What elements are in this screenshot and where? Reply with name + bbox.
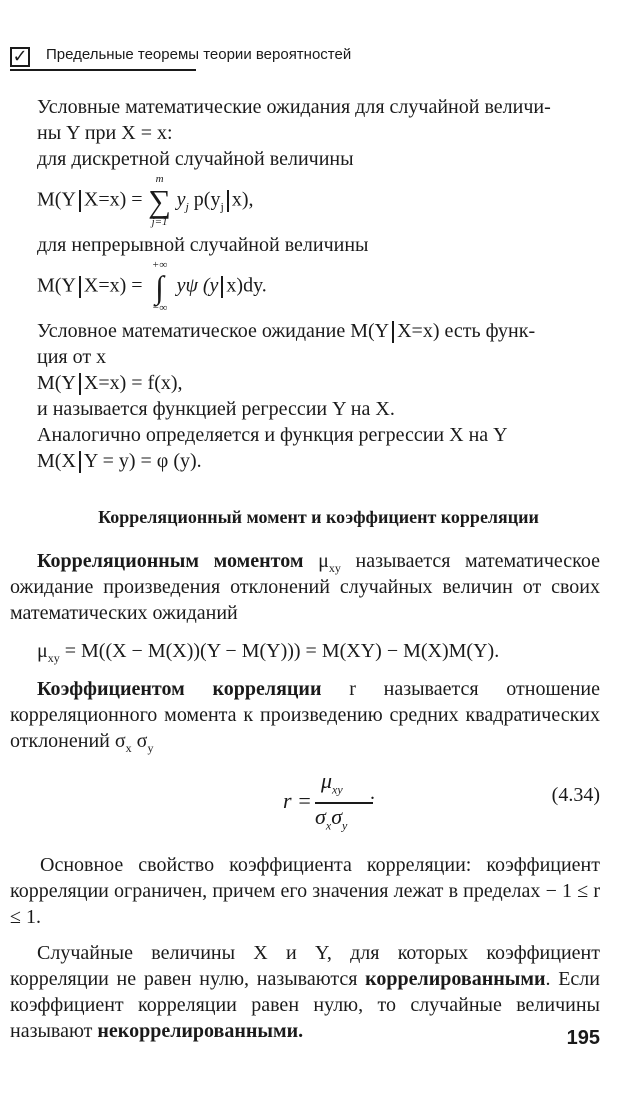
- equation-number: (4.34): [551, 784, 600, 806]
- formula-subscript: j: [220, 199, 224, 214]
- sigma-symbol: σ: [315, 804, 326, 829]
- mu-symbol: μ: [321, 768, 333, 793]
- formula-part: p(y: [188, 188, 221, 211]
- running-header: [10, 40, 610, 70]
- vertical-bar: [79, 373, 81, 395]
- text-part: X=x) есть функ-: [397, 320, 536, 342]
- formula-part: Y = y) = φ (y).: [83, 450, 202, 472]
- integral-sign: ∫: [155, 269, 164, 305]
- integral-lower-limit: −∞: [151, 302, 168, 314]
- subscript: y: [147, 741, 154, 755]
- text-part: Условное математическое ожидание M(Y: [37, 320, 390, 342]
- formula-regression: [0, 370, 622, 396]
- formula-regression-x: [0, 448, 622, 474]
- fraction-denominator: [315, 804, 348, 833]
- subscript: xy: [332, 782, 343, 797]
- paragraph-continuous: для непрерывной случайной величины: [37, 234, 369, 256]
- sigma-symbol: σ: [331, 804, 343, 829]
- term-correlation-moment: Корреляционным моментом: [37, 550, 304, 572]
- paragraph-correlation-moment: [0, 548, 622, 626]
- fraction-lhs: r =: [283, 788, 312, 813]
- text-line: Условные математические ожидания для случайной величи-: [37, 96, 551, 118]
- integral-symbol: [148, 259, 172, 314]
- formula-part: yψ (y: [176, 274, 219, 297]
- text-part: . Если коэффициент корреляции равен нулю, то случайные величины называют: [10, 968, 600, 1042]
- formula-part: X=x) =: [83, 188, 143, 211]
- paragraph-correlation-coefficient: [0, 676, 622, 754]
- sum-lower-limit: j=1: [151, 216, 168, 228]
- sum-upper-limit: m: [155, 173, 164, 185]
- paragraph-regression-y: и называется функцией регрессии Y на X.: [37, 398, 395, 420]
- formula-part: M(Y: [37, 188, 76, 211]
- paragraph-conditional-function: [0, 318, 622, 370]
- vertical-bar: [79, 276, 81, 298]
- vertical-bar: [221, 276, 223, 298]
- formula-continuous-expectation: [0, 258, 622, 318]
- fraction-numerator: [321, 768, 343, 797]
- integral-upper-limit: +∞: [151, 259, 168, 271]
- paragraph-regression-x: Аналогично определяется и функция регрессии X на Y: [37, 424, 508, 446]
- term-uncorrelated: некоррелированными.: [97, 1020, 304, 1042]
- vertical-bar: [392, 321, 394, 343]
- vertical-bar: [79, 190, 81, 212]
- vertical-bar: [227, 190, 229, 212]
- formula-part: X=x) =: [83, 274, 143, 297]
- term-correlated: коррелированными: [365, 968, 546, 990]
- text-line: ция от x: [37, 346, 107, 368]
- text-part: называется математическое ожидание произведения отклонений случайных величин от своих математических ожиданий: [10, 550, 600, 624]
- section-heading: Корреляционный момент и коэффициент корреляции: [98, 507, 539, 527]
- formula-correlation-coefficient: [0, 768, 622, 836]
- formula-part: M(X: [37, 450, 76, 472]
- formula-subscript: j: [185, 199, 189, 214]
- subscript: xy: [47, 651, 60, 665]
- formula-correlation-moment: [0, 638, 622, 664]
- subscript: x: [325, 818, 332, 833]
- subscript: xy: [328, 561, 341, 575]
- text-line: ны Y при X = x:: [37, 122, 173, 144]
- vertical-bar: [79, 451, 81, 473]
- term-correlation-coefficient: Коэффициентом корреляции: [37, 678, 322, 700]
- text-part: r называется отношение корреляционного момента к произведению средних квадратических отклонений σ: [10, 678, 601, 752]
- header-title: Предельные теоремы теории вероятностей: [46, 46, 352, 63]
- checkbox-icon: ✓: [10, 47, 30, 67]
- formula-part: M(Y: [37, 372, 76, 394]
- paragraph-main-property: Основное свойство коэффициента корреляции: коэффициент корреляции ограничен, причем его значения лежат в пределах − 1 ≤ r ≤ 1.: [10, 854, 600, 928]
- formula-part: x)dy.: [226, 274, 267, 297]
- formula-part: x),: [231, 188, 254, 211]
- paragraph-conditional-expectations: [0, 94, 622, 146]
- subscript: y: [342, 818, 348, 833]
- sum-sign: ∑: [148, 183, 171, 219]
- page-content: [0, 94, 622, 1044]
- sum-symbol: [148, 173, 172, 228]
- formula-part: y: [176, 188, 186, 211]
- formula-dot: .: [370, 782, 375, 804]
- subscript: x: [125, 741, 132, 755]
- sigma-symbol: σ: [131, 730, 148, 752]
- text-part: Случайные величины X и Y, для которых коэффициент корреляции не равен нулю, называются: [10, 942, 600, 990]
- paragraph-discrete: для дискретной случайной величины: [37, 148, 354, 170]
- mu-symbol: μ: [318, 550, 329, 572]
- formula-part: M(Y: [37, 274, 76, 297]
- header-rule: [10, 69, 196, 71]
- formula-part: = M((X − M(X))(Y − M(Y))) = M(XY) − M(X)M(Y).: [59, 640, 500, 662]
- mu-symbol: μ: [37, 640, 48, 662]
- paragraph-correlated: [0, 940, 622, 1044]
- page-number: 195: [566, 1027, 600, 1049]
- formula-part: X=x) = f(x),: [83, 372, 183, 394]
- formula-discrete-expectation: [0, 172, 622, 232]
